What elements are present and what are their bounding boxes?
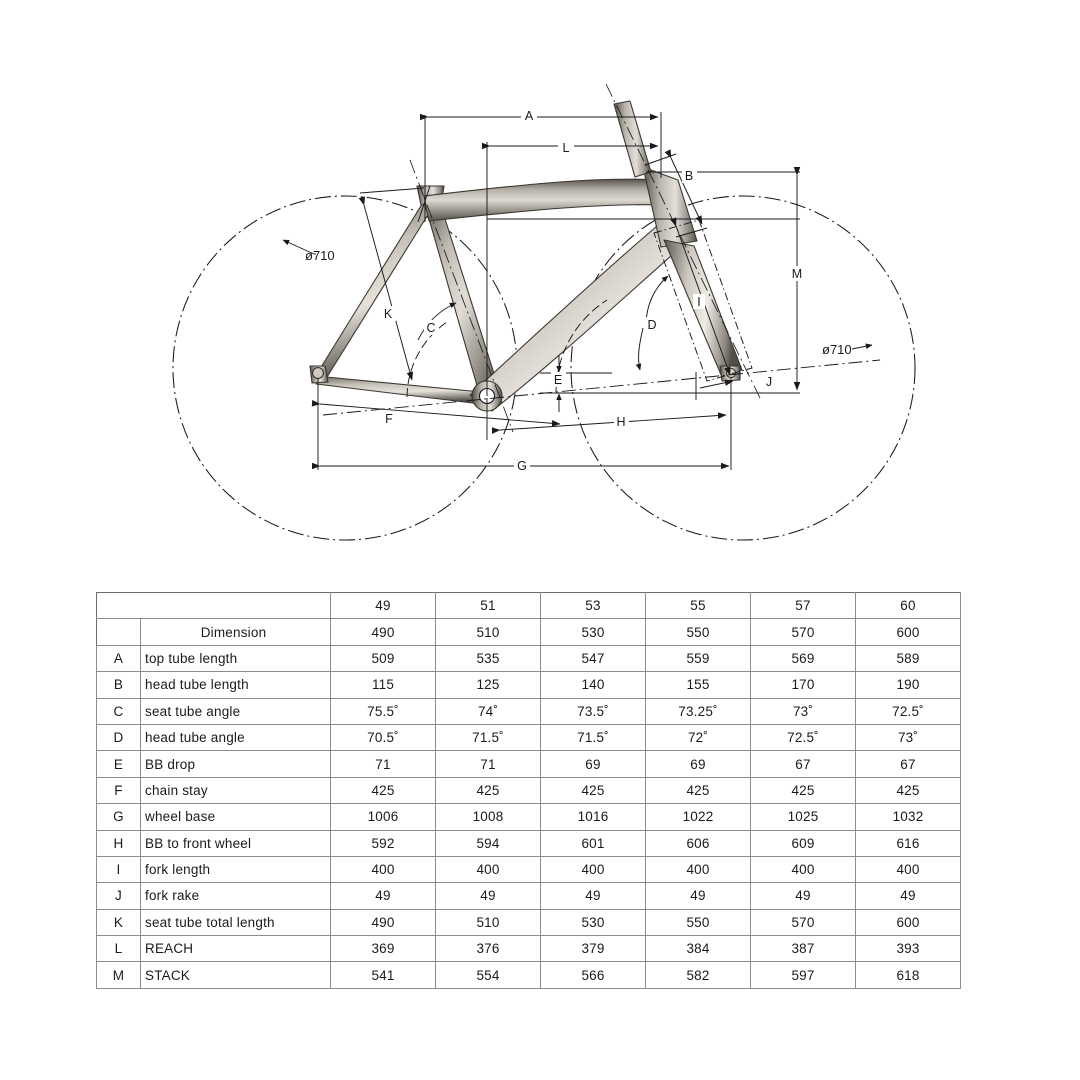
cell-value: 369 [331, 936, 436, 962]
cell-value: 510 [436, 909, 541, 935]
cell-value: 1008 [436, 804, 541, 830]
cell-value: 49 [646, 883, 751, 909]
cell-value: 71 [331, 751, 436, 777]
table-row [97, 909, 961, 935]
cell-value: 400 [751, 856, 856, 882]
callout-d: D [647, 318, 657, 332]
wheel-label-right: ø710 [822, 342, 852, 357]
rear-wheel-circle [173, 196, 517, 540]
row-label: BB drop [141, 751, 331, 777]
cell-value: 400 [331, 856, 436, 882]
head-axis-line [606, 84, 760, 398]
callout-m: M [791, 267, 803, 281]
cell-value: 606 [646, 830, 751, 856]
cell-value: 400 [856, 856, 961, 882]
dimension-value-57: 570 [751, 619, 856, 645]
cell-value: 73˚ [856, 724, 961, 750]
callout-l: L [562, 141, 570, 155]
row-label: top tube length [141, 645, 331, 671]
cell-value: 400 [541, 856, 646, 882]
table-row [97, 883, 961, 909]
header-size-51: 51 [436, 593, 541, 619]
dimension-value-53: 530 [541, 619, 646, 645]
row-label: chain stay [141, 777, 331, 803]
row-label: seat tube angle [141, 698, 331, 724]
row-letter: K [97, 909, 141, 935]
dim-line-f [320, 404, 560, 424]
cell-value: 541 [331, 962, 436, 988]
leader-wheel-right [852, 345, 872, 349]
cell-value: 425 [436, 777, 541, 803]
row-letter: J [97, 883, 141, 909]
dimension-value-55: 550 [646, 619, 751, 645]
cell-value: 1022 [646, 804, 751, 830]
cell-value: 530 [541, 909, 646, 935]
row-letter: D [97, 724, 141, 750]
cell-value: 569 [751, 645, 856, 671]
row-letter: L [97, 936, 141, 962]
cell-value: 592 [331, 830, 436, 856]
row-label: head tube angle [141, 724, 331, 750]
header-size-60: 60 [856, 593, 961, 619]
header-size-55: 55 [646, 593, 751, 619]
callout-g: G [517, 459, 527, 473]
row-letter: C [97, 698, 141, 724]
cell-value: 554 [436, 962, 541, 988]
leader-d2 [639, 328, 643, 370]
row-label: REACH [141, 936, 331, 962]
callout-b: B [684, 169, 694, 183]
cell-value: 376 [436, 936, 541, 962]
table-row [97, 645, 961, 671]
chain-stay-tube [316, 376, 481, 404]
table-row [97, 672, 961, 698]
cell-value: 535 [436, 645, 541, 671]
callout-h: H [616, 415, 626, 429]
callout-a: A [524, 109, 534, 123]
table-row [97, 804, 961, 830]
cell-value: 125 [436, 672, 541, 698]
cell-value: 74˚ [436, 698, 541, 724]
row-label: STACK [141, 962, 331, 988]
cell-value: 155 [646, 672, 751, 698]
cell-value: 582 [646, 962, 751, 988]
header-size-57: 57 [751, 593, 856, 619]
dim-line-h [500, 415, 726, 430]
table-row [97, 724, 961, 750]
cell-value: 72˚ [646, 724, 751, 750]
cell-value: 618 [856, 962, 961, 988]
callout-i: I [697, 295, 701, 309]
callout-e: E [553, 373, 563, 387]
header-blank-cell [97, 593, 331, 619]
cell-value: 400 [646, 856, 751, 882]
cell-value: 190 [856, 672, 961, 698]
cell-value: 1016 [541, 804, 646, 830]
geometry-table-container [96, 592, 960, 989]
row-label: fork rake [141, 883, 331, 909]
cell-value: 70.5˚ [331, 724, 436, 750]
row-letter: H [97, 830, 141, 856]
table-row [97, 936, 961, 962]
cell-value: 379 [541, 936, 646, 962]
geometry-table [96, 592, 961, 989]
cell-value: 73.25˚ [646, 698, 751, 724]
seat-stay-tube [318, 201, 434, 377]
dim-line-j [700, 381, 733, 388]
cell-value: 49 [436, 883, 541, 909]
row-label: fork length [141, 856, 331, 882]
cell-value: 1025 [751, 804, 856, 830]
cell-value: 69 [646, 751, 751, 777]
table-row [97, 751, 961, 777]
cell-value: 609 [751, 830, 856, 856]
cell-value: 547 [541, 645, 646, 671]
dimension-value-60: 600 [856, 619, 961, 645]
cell-value: 49 [751, 883, 856, 909]
cell-value: 75.5˚ [331, 698, 436, 724]
callout-c: C [426, 321, 436, 335]
row-letter: I [97, 856, 141, 882]
cell-value: 597 [751, 962, 856, 988]
table-row-dimension [97, 619, 961, 645]
cell-value: 509 [331, 645, 436, 671]
cell-value: 1032 [856, 804, 961, 830]
row-letter: G [97, 804, 141, 830]
cell-value: 601 [541, 830, 646, 856]
cell-value: 570 [751, 909, 856, 935]
dimension-value-51: 510 [436, 619, 541, 645]
cell-value: 49 [856, 883, 961, 909]
row-letter: A [97, 645, 141, 671]
cell-value: 72.5˚ [751, 724, 856, 750]
ext-k-top [360, 188, 424, 193]
cell-value: 589 [856, 645, 961, 671]
row-letter: M [97, 962, 141, 988]
cell-value: 400 [436, 856, 541, 882]
cell-value: 115 [331, 672, 436, 698]
seat-tube [423, 198, 497, 389]
row-letter-dimension [97, 619, 141, 645]
cell-value: 69 [541, 751, 646, 777]
cell-value: 384 [646, 936, 751, 962]
cell-value: 425 [856, 777, 961, 803]
row-letter: B [97, 672, 141, 698]
callout-k: K [383, 307, 393, 321]
callout-j: J [765, 375, 773, 389]
cell-value: 594 [436, 830, 541, 856]
cell-value: 490 [331, 909, 436, 935]
header-size-53: 53 [541, 593, 646, 619]
cell-value: 425 [751, 777, 856, 803]
cell-value: 566 [541, 962, 646, 988]
table-header-row [97, 593, 961, 619]
cell-value: 550 [646, 909, 751, 935]
row-label: BB to front wheel [141, 830, 331, 856]
cell-value: 425 [541, 777, 646, 803]
top-tube [424, 179, 662, 221]
table-row [97, 830, 961, 856]
cell-value: 387 [751, 936, 856, 962]
dimension-value-49: 490 [331, 619, 436, 645]
callout-f: F [385, 412, 393, 426]
cell-value: 49 [331, 883, 436, 909]
cell-value: 67 [856, 751, 961, 777]
cell-value: 73˚ [751, 698, 856, 724]
wheel-label-left: ø710 [305, 248, 335, 263]
cell-value: 600 [856, 909, 961, 935]
cell-value: 616 [856, 830, 961, 856]
cell-value: 71 [436, 751, 541, 777]
cell-value: 140 [541, 672, 646, 698]
table-row [97, 698, 961, 724]
row-label: seat tube total length [141, 909, 331, 935]
row-letter: E [97, 751, 141, 777]
cell-value: 425 [331, 777, 436, 803]
rear-axle [313, 368, 324, 379]
bicycle-frame [310, 101, 742, 411]
row-label: wheel base [141, 804, 331, 830]
cell-value: 67 [751, 751, 856, 777]
cell-value: 49 [541, 883, 646, 909]
cell-value: 73.5˚ [541, 698, 646, 724]
table-row [97, 856, 961, 882]
cell-value: 72.5˚ [856, 698, 961, 724]
cell-value: 170 [751, 672, 856, 698]
row-letter: F [97, 777, 141, 803]
cell-value: 1006 [331, 804, 436, 830]
table-row [97, 962, 961, 988]
header-size-49: 49 [331, 593, 436, 619]
front-wheel-circle [571, 196, 915, 540]
row-label-dimension: Dimension [141, 619, 331, 645]
cell-value: 559 [646, 645, 751, 671]
row-label: head tube length [141, 672, 331, 698]
cell-value: 71.5˚ [436, 724, 541, 750]
cell-value: 71.5˚ [541, 724, 646, 750]
cell-value: 425 [646, 777, 751, 803]
table-row [97, 777, 961, 803]
cell-value: 393 [856, 936, 961, 962]
